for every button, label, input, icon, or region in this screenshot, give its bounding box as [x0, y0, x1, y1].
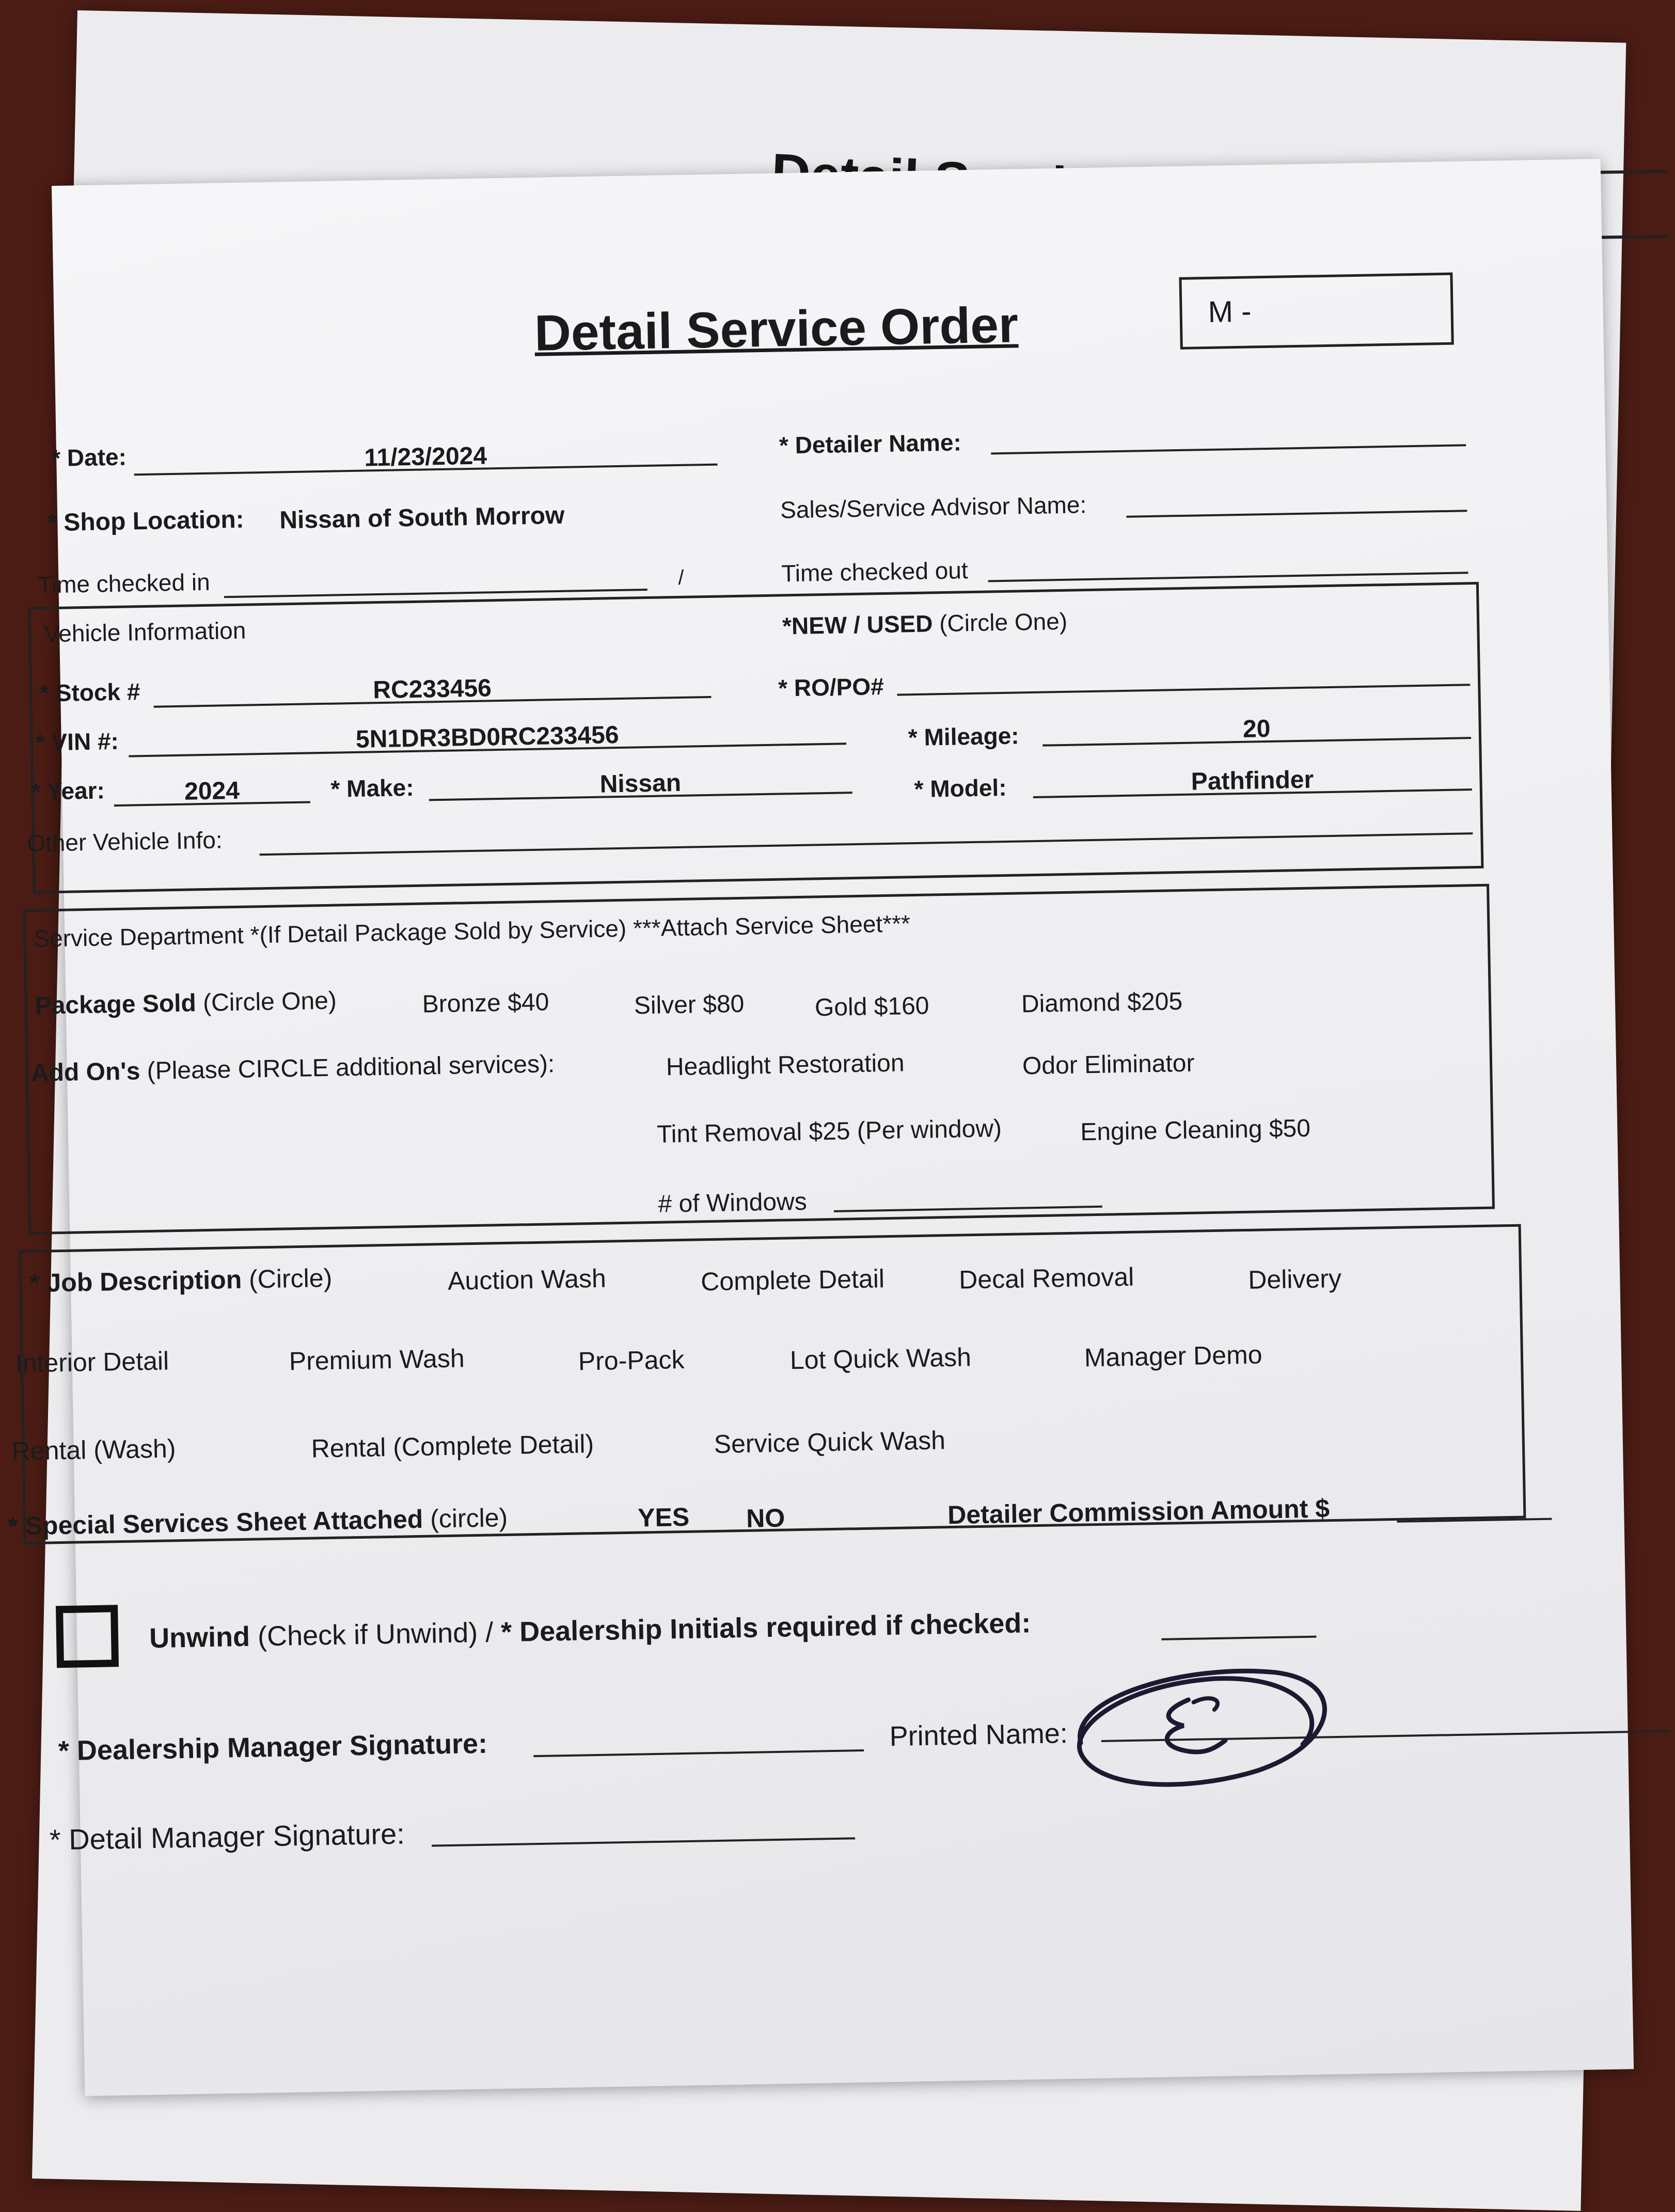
package-bronze[interactable]: Bronze $40 — [422, 988, 549, 1018]
job-rental-wash[interactable]: Rental (Wash) — [11, 1434, 176, 1466]
special-services-yes[interactable]: YES — [637, 1502, 690, 1532]
date-value: 11/23/2024 — [364, 442, 487, 472]
add-ons-hint: (Please CIRCLE additional services): — [147, 1050, 555, 1085]
dealership-manager-signature-label: * Dealership Manager Signature: — [58, 1728, 488, 1767]
advisor-name-label: Sales/Service Advisor Name: — [780, 491, 1087, 524]
package-gold[interactable]: Gold $160 — [814, 992, 929, 1022]
new-used-label: *NEW / USED — [782, 610, 933, 640]
job-lot-quick-wash[interactable]: Lot Quick Wash — [789, 1342, 972, 1375]
package-sold-label — [35, 987, 337, 1020]
year-label: * Year: — [31, 777, 105, 805]
job-service-quick-wash[interactable]: Service Quick Wash — [714, 1426, 946, 1459]
package-sold-hint: (Circle One) — [202, 987, 337, 1017]
addon-headlight-restoration[interactable]: Headlight Restoration — [666, 1049, 905, 1081]
time-checked-out-label: Time checked out — [781, 557, 969, 587]
addon-tint-removal[interactable]: Tint Removal $25 (Per window) — [656, 1115, 1002, 1148]
vin-label: * VIN #: — [35, 727, 119, 756]
make-label: * Make: — [330, 773, 414, 802]
model-value: Pathfinder — [1191, 766, 1314, 796]
ro-po-label: * RO/PO# — [778, 673, 884, 702]
commission-amount-label: Detailer Commission Amount $ — [947, 1494, 1330, 1530]
time-checked-in-label: Time checked in — [38, 568, 211, 598]
mileage-label: * Mileage: — [908, 722, 1020, 751]
new-used-selector[interactable] — [782, 607, 1068, 640]
job-interior-detail[interactable]: Interior Detail — [15, 1346, 169, 1378]
unwind-text: (Check if Unwind) / — [257, 1617, 501, 1652]
dealership-manager-signature-line[interactable] — [533, 1749, 864, 1757]
unwind-label — [149, 1607, 1031, 1654]
shop-location-value: Nissan of South Morrow — [279, 501, 565, 534]
vin-value: 5N1DR3BD0RC233456 — [355, 721, 619, 753]
unwind-bold: Unwind — [149, 1621, 250, 1654]
advisor-name-line[interactable] — [1126, 510, 1467, 518]
addon-engine-cleaning[interactable]: Engine Cleaning $50 — [1080, 1114, 1311, 1146]
job-pro-pack[interactable]: Pro-Pack — [578, 1345, 685, 1376]
form-title: Detail Service Order — [534, 296, 1019, 361]
job-rental-complete-detail[interactable]: Rental (Complete Detail) — [311, 1429, 594, 1463]
package-sold-bold: Package Sold — [35, 989, 197, 1020]
addon-odor-eliminator[interactable]: Odor Eliminator — [1022, 1049, 1195, 1080]
stock-label: * Stock # — [39, 678, 140, 707]
new-used-hint: (Circle One) — [939, 607, 1068, 637]
job-description-bold: * Job Description — [29, 1265, 242, 1298]
order-number-box[interactable] — [1179, 273, 1453, 350]
other-vehicle-info-label: Other Vehicle Info: — [26, 826, 223, 857]
special-services-bold: * Special Services Sheet Attached — [7, 1504, 423, 1541]
year-value: 2024 — [184, 777, 240, 805]
detail-manager-signature-label: * Detail Manager Signature: — [49, 1817, 405, 1856]
detailer-name-label: * Detailer Name: — [779, 429, 962, 459]
job-description-label — [29, 1263, 333, 1298]
detail-service-order-form — [7, 159, 1634, 2096]
order-number-label: M - — [1208, 294, 1252, 329]
service-department-heading: Service Department *(If Detail Package Sold by Service) ***Attach Service Sheet*** — [33, 910, 911, 952]
model-label: * Model: — [914, 773, 1007, 803]
special-services-hint: (circle) — [430, 1503, 508, 1534]
number-of-windows-label: # of Windows — [658, 1188, 808, 1218]
unwind-checkbox[interactable] — [56, 1605, 119, 1668]
handwritten-initials-signature — [1058, 1651, 1350, 1811]
add-ons-bold: Add On's — [30, 1057, 140, 1087]
initials-label: * Dealership Initials required if checked: — [500, 1607, 1031, 1648]
special-services-no[interactable]: NO — [746, 1503, 785, 1533]
time-checked-out-line[interactable] — [988, 572, 1468, 582]
mileage-value: 20 — [1242, 715, 1271, 743]
job-decal-removal[interactable]: Decal Removal — [958, 1262, 1134, 1294]
detailer-name-line[interactable] — [991, 444, 1466, 454]
detail-manager-signature-line[interactable] — [432, 1837, 855, 1846]
package-diamond[interactable]: Diamond $205 — [1021, 988, 1183, 1018]
job-delivery[interactable]: Delivery — [1247, 1263, 1342, 1294]
shop-location-label: * Shop Location: — [46, 505, 245, 537]
stock-value: RC233456 — [372, 674, 492, 704]
vehicle-information-heading: Vehicle Information — [43, 617, 246, 647]
time-separator: / — [678, 566, 684, 589]
job-manager-demo[interactable]: Manager Demo — [1084, 1340, 1262, 1372]
printed-name-label: Printed Name: — [889, 1718, 1068, 1752]
job-complete-detail[interactable]: Complete Detail — [700, 1264, 885, 1297]
initials-line[interactable] — [1161, 1636, 1316, 1640]
job-auction-wash[interactable]: Auction Wash — [447, 1263, 607, 1295]
date-label: * Date: — [51, 443, 127, 472]
package-silver[interactable]: Silver $80 — [634, 990, 745, 1020]
time-checked-in-line[interactable] — [224, 589, 647, 598]
job-description-hint: (Circle) — [248, 1263, 333, 1294]
make-value: Nissan — [599, 769, 682, 798]
job-premium-wash[interactable]: Premium Wash — [289, 1344, 465, 1376]
